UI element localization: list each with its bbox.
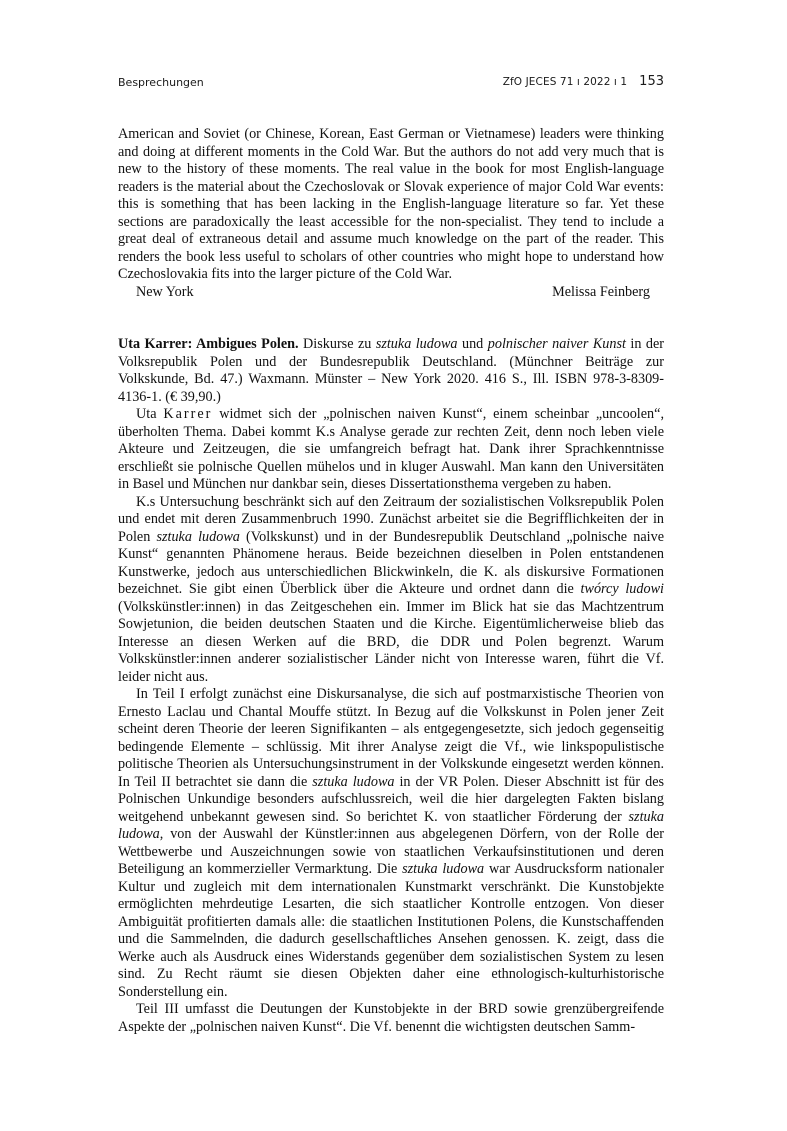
text-run: Uta [136,406,164,422]
italic-term: sztuka ludowa [312,773,395,790]
italic-term: sztuka ludowa [402,861,485,877]
review-bibliographic-entry [118,336,664,406]
reviewer-place: New York [136,283,194,300]
section-label: Besprechungen [118,76,204,89]
page-number: 153 [639,74,664,89]
review-paragraph-2 [118,494,664,687]
author-name-spaced: Karrer [163,406,213,422]
text-run: in der VR Polen. Dieser Abschnitt ist für des Polnischen Unkundige besonders aufschlussreich, weil die hier dargelegten Fakten bislang weitgehend unbekannt gewesen sind. So berichtet K. von staatlicher Förderung der [118,773,665,825]
italic-term: sztuka ludowa [118,808,664,842]
text-run: (Volkskunst) und in der Bundesrepublik Deutschland „polnische naive Kunst“ genannten Phänomene heraus. Beide bezeichnen dieselben in Polen entstandenen Kunstwerke, jedoch aus unterschiedlichen Blickwinkeln, die K. als diskursive Formationen bezeichnet. Sie gibt einen Überblick über die Akteure und ordnet dann die [118,528,664,597]
review-title-text: und [457,336,488,352]
text-run: , von der Auswahl der Künstler:innen aus abgelegenen Dörfern, von der Rolle der Wettbewerbe und Auszeichnungen sowie von staatlichen Verkaufsinstitutionen und deren Beteiligung an kommerzieller Vermarktung. Die [118,826,664,877]
review-title-italic: sztuka ludowa [375,336,458,352]
text-run: (Volkskünstler:innen) in das Zeitgeschehen ein. Immer im Blick hat sie das Machtzentrum Sowjetunion, die beiden deutschen Staaten und die Kirche. Eigentümlicherweise blieb das Interesse an diesen Werken auf die BRD, die DDR und Polen begrenzt. Warum Volkskünstler:innen anderer sozialistischer Länder nicht von Interesse waren, führt die Vf. leider nicht aus. [118,598,664,685]
review-title-text: in der Volksrepublik Polen und der Bundesrepublik Deutschland. (Münchner Beiträge zur Volkskunde, Bd. 47.) Waxmann. Münster – New York 2020. 416 S., Ill. ISBN 978-3-8309-4136-1. (€ 39,90.) [118,336,665,405]
review-paragraph-3 [118,686,664,1001]
review-title-italic: polnischer naiver Kunst [487,336,626,352]
review-paragraph-1 [118,406,664,494]
journal-citation: ZfO JECES 71 ı 2022 ı 1 [502,76,628,88]
italic-term: sztuka ludowa [156,528,240,545]
text-run: war Ausdrucksform nationaler Kultur und zugleich mit dem internationalen Kunstmarkt verschränkt. Die Kunstobjekte ermöglichten mehrdeutige Lesarten, die sich staatlicher Kontrolle entzogen. Von dieser Ambiguität profitierten damals alle: die staatlichen Institutionen Polens, die Kunstschaffenden und die Sammelnden, die dadurch gesellschaftliches Ansehen genossen. K. zeigt, dass die Werke auch als Ausdruck eines Widerstands gegenüber dem sozialistischen System zu lesen sind. Zu Recht räumt sie diesen Objekten daher eine ethnologisch-kulturhistorische Sonderstellung ein. [118,861,664,1000]
article-body [118,126,664,1036]
previous-review-paragraph: American and Soviet (or Chinese, Korean, East German or Vietnamese) leaders were thinking and doing at different moments in the Cold War. But the authors do not add very much that is new to the history of these moments. The real value in the book for most English-language readers is the material about the Czechoslovak or Slovak experience of major Cold War events: this is something that has been lacking in the English-language literature so far. Yet these sections are paradoxically the least accessible for the non-specialist. They tend to include a great deal of extraneous detail and assume much knowledge on the part of the reader. This renders the book less useful to scholars of other countries who might hope to understand how Czechoslovakia fits into the larger picture of the Cold War. [118,126,664,282]
journal-info [503,74,664,89]
review-title-text: Diskurse zu [298,336,376,352]
review-title-author: Uta Karrer: Ambigues Polen. [118,336,299,352]
running-header [118,74,664,94]
reviewer-name: Melissa Feinberg [552,283,650,300]
text-run: In Teil I erfolgt zunächst eine Diskursanalyse, die sich auf postmarxistische Theorien von Ernesto Laclau und Chantal Mouffe stützt. In Bezug auf die Volkskunst in Polen jener Zeit scheint deren Theorie der leeren Signifikanten – als entgegengesetzte, sich jedoch gegenseitig bedingende Elemente – schlüssig. Mit ihrer Analyse zeigt die Vf., wie linkspopulistische politische Theorien als Untersuchungsinstrument in der Volkskunde eingesetzt werden können. In Teil II betrachtet sie dann die [118,686,664,790]
review-paragraph-4: Teil III umfasst die Deutungen der Kunstobjekte in der BRD sowie grenzübergreifende Aspekte der „polnischen naiven Kunst“. Die Vf. benennt die wichtigsten deutschen Samm- [118,1001,664,1035]
reviewer-signature [118,284,664,302]
text-run: widmet sich der „polnischen naiven Kunst“, einem scheinbar „uncoolen“, überholten Thema. Dabei kommt K.s Analyse gerade zur rechten Zeit, denn noch leben viele Akteure und Zeitzeugen, die sie umfangreich befragt hat. Dank ihrer Sprachkenntnisse erschließt sie polnische Quellen mühelos und in kluger Auswahl. Man kann den Universitäten in Basel und München nur dankbar sein, dieses Dissertationsthema vergeben zu haben. [118,406,664,492]
review-separator [118,301,664,336]
text-run: K.s Untersuchung beschränkt sich auf den Zeitraum der sozialistischen Volksrepublik Polen und endet mit deren Zusammenbruch 1990. Zunächst arbeitet sie die Begrifflichkeiten der in Polen [118,493,664,545]
italic-term: twórcy ludowi [580,581,664,597]
